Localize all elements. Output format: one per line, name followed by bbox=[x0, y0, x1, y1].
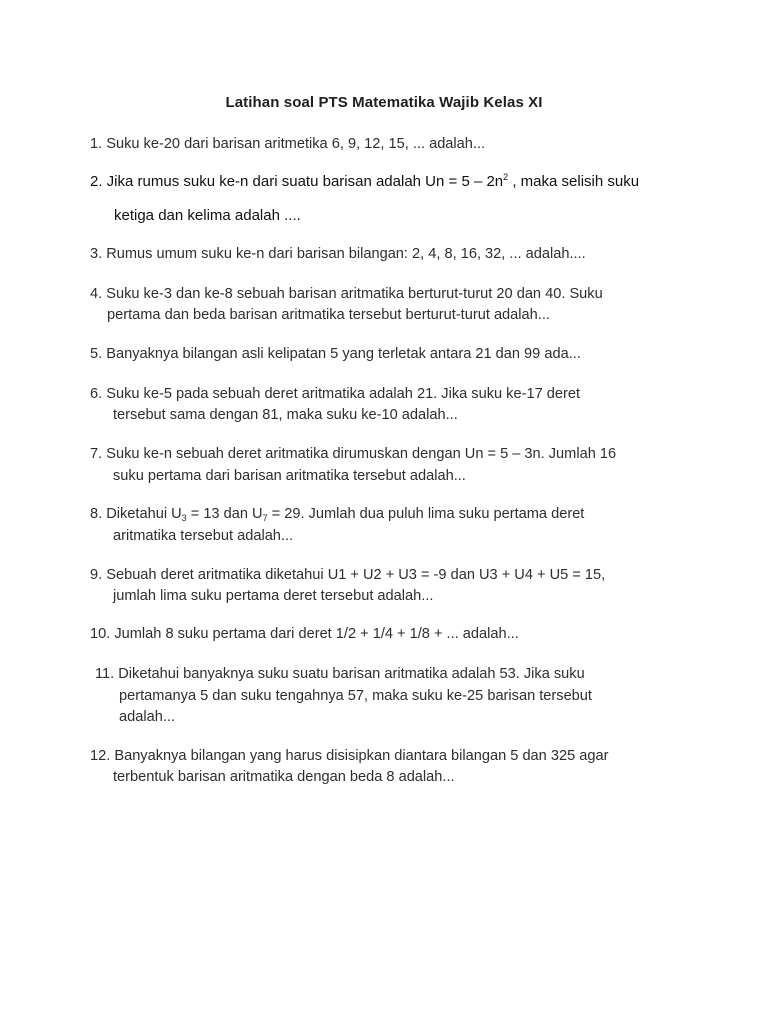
question-5-line-1: 5. Banyaknya bilangan asli kelipatan 5 yang terletak antara 21 dan 99 ada... bbox=[90, 346, 581, 362]
question-2-superscript: 2 bbox=[503, 172, 509, 182]
question-9-line-2: jumlah lima suku pertama deret tersebut adalah... bbox=[113, 588, 434, 604]
question-12-line-2: terbentuk barisan aritmatika dengan beda 8 adalah... bbox=[113, 769, 455, 785]
question-2-text-b: , maka selisih suku bbox=[508, 173, 640, 190]
question-6-line-2: tersebut sama dengan 81, maka suku ke-10 adalah... bbox=[113, 407, 458, 423]
page-title: Latihan soal PTS Matematika Wajib Kelas XI bbox=[225, 94, 543, 111]
question-8-text-c: = 29. Jumlah dua puluh lima suku pertama deret bbox=[267, 506, 585, 522]
question-7-line-1: 7. Suku ke-n sebuah deret aritmatika dirumuskan dengan Un = 5 – 3n. Jumlah 16 bbox=[90, 446, 617, 462]
question-8-line-2: aritmatika tersebut adalah... bbox=[113, 528, 294, 544]
question-12-line-1: 12. Banyaknya bilangan yang harus disisipkan diantara bilangan 5 dan 325 agar bbox=[90, 748, 609, 764]
question-2-line-2: ketiga dan kelima adalah .... bbox=[114, 207, 301, 224]
question-8-line-1 bbox=[90, 504, 584, 524]
question-2-line-1 bbox=[90, 172, 639, 192]
question-4-line-2: pertama dan beda barisan aritmatika tersebut berturut-turut adalah... bbox=[107, 307, 550, 323]
question-7-line-2: suku pertama dari barisan aritmatika tersebut adalah... bbox=[113, 468, 466, 484]
question-8-text-b: = 13 dan U bbox=[186, 506, 263, 522]
question-11-line-1: 11. Diketahui banyaknya suku suatu barisan aritmatika adalah 53. Jika suku bbox=[95, 666, 585, 682]
question-1-line-1: 1. Suku ke-20 dari barisan aritmetika 6, 9, 12, 15, ... adalah... bbox=[90, 136, 486, 152]
question-11-line-3: adalah... bbox=[119, 709, 175, 725]
question-8-subscript-2: 7 bbox=[262, 513, 268, 523]
question-9-line-1: 9. Sebuah deret aritmatika diketahui U1 + U2 + U3 = -9 dan U3 + U4 + U5 = 15, bbox=[90, 567, 606, 583]
question-10-line-1: 10. Jumlah 8 suku pertama dari deret 1/2 + 1/4 + 1/8 + ... adalah... bbox=[90, 626, 519, 642]
question-2-text-a: 2. Jika rumus suku ke-n dari suatu barisan adalah Un = 5 – 2n bbox=[90, 173, 504, 190]
question-3-line-1: 3. Rumus umum suku ke-n dari barisan bilangan: 2, 4, 8, 16, 32, ... adalah.... bbox=[90, 246, 586, 262]
question-8-text-a: 8. Diketahui U bbox=[90, 506, 182, 522]
question-6-line-1: 6. Suku ke-5 pada sebuah deret aritmatika adalah 21. Jika suku ke-17 deret bbox=[90, 386, 581, 402]
question-8-subscript-1: 3 bbox=[181, 513, 187, 523]
question-11-line-2: pertamanya 5 dan suku tengahnya 57, maka suku ke-25 barisan tersebut bbox=[119, 688, 592, 704]
question-4-line-1: 4. Suku ke-3 dan ke-8 sebuah barisan aritmatika berturut-turut 20 dan 40. Suku bbox=[90, 286, 603, 302]
